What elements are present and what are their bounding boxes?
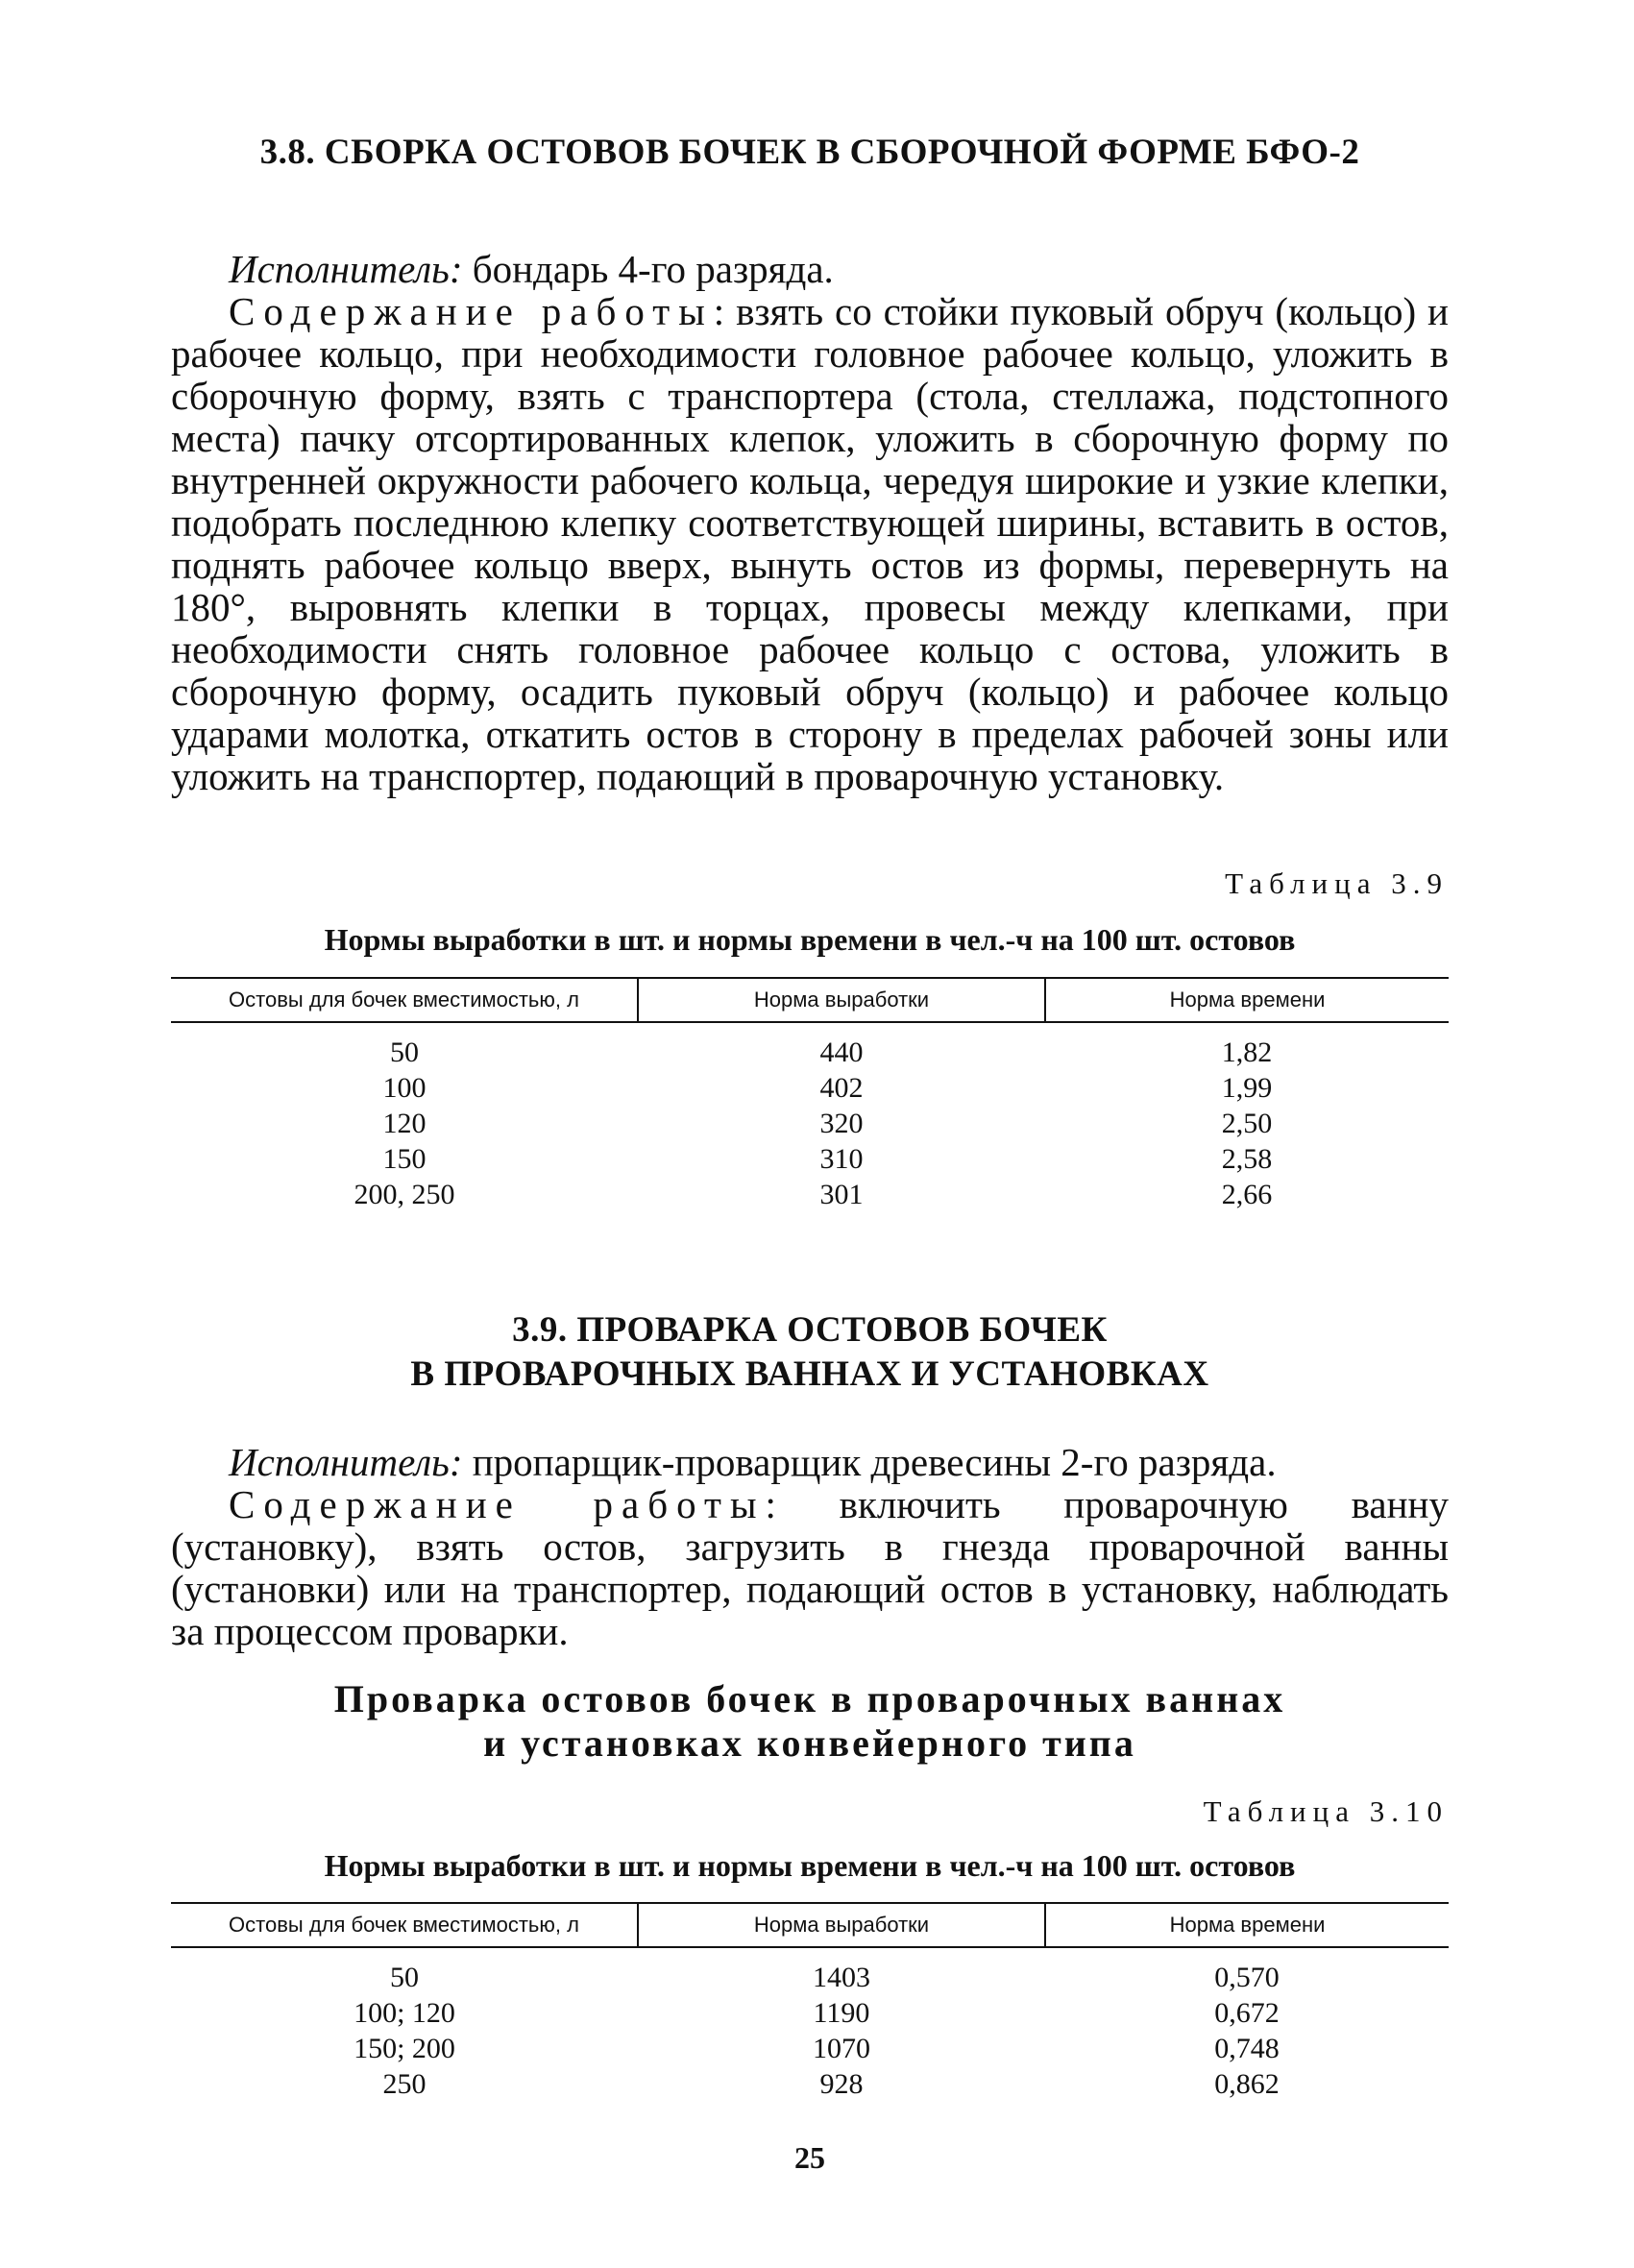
cell-capacity: 100; 120 [354,1996,455,2029]
header-output-norm: Норма выработки [638,978,1045,1022]
cell-output: 320 [819,1107,864,1139]
section-3-9-subtitle-line2: и установках конвейерного типа [483,1721,1136,1765]
table-3-10-caption: Нормы выработки в шт. и нормы времени в чел.-ч на 100 шт. остовов [324,1848,1296,1883]
cell-output: 1070 [813,2032,870,2064]
table-row [171,1141,1449,1177]
cell-capacity: 150; 200 [354,2032,455,2064]
table-row [171,2066,1449,2102]
document-page [171,0,1449,2268]
table-3-10-label: Таблица 3.10 [1203,1794,1449,1828]
cell-output: 440 [819,1036,864,1068]
cell-capacity: 150 [382,1142,427,1175]
table-3-10 [171,1902,1449,2102]
section-3-9-executor [171,1441,1449,1483]
section-3-9-body [171,1441,1449,1652]
header-output-norm: Норма выработки [638,1903,1045,1947]
executor-text: бондарь 4-го разряда. [472,247,834,291]
table-header-row [171,1903,1449,1947]
header-capacity: Остовы для бочек вместимостью, л [171,1903,638,1947]
table-row [171,1106,1449,1141]
section-3-8-executor [171,248,1449,290]
table-row [171,1070,1449,1106]
section-3-9-title-line2: В ПРОВАРОЧНЫХ ВАННАХ И УСТАНОВКАХ [410,1354,1209,1394]
cell-capacity: 50 [390,1036,419,1068]
cell-capacity: 250 [382,2067,427,2100]
cell-time: 0,862 [1214,2067,1280,2100]
cell-capacity: 100 [382,1071,427,1104]
cell-time: 2,50 [1221,1107,1273,1139]
cell-time: 0,570 [1214,1961,1280,1993]
table-row [171,1022,1449,1070]
table-row [171,2031,1449,2066]
table-3-9 [171,977,1449,1212]
executor-label: Исполнитель: [229,247,463,291]
cell-time: 2,66 [1221,1178,1273,1210]
content-label: Содержание работы [229,1482,766,1526]
content-text: : взять со стойки пуковый обруч (кольцо) и рабочее кольцо, при необходимости головное рабочее кольцо, уложить в сборочную форму, взять с транспортера (стола, стеллажа, подстопного места) пачку отсортированных клепок, уложить в сборочную форму по внутренней окружности рабочего кольца, чередуя широкие и узкие клепки, подобрать последнюю клепку соответствующей ширины, вставить в остов, поднять рабочее кольцо вверх, вынуть остов из формы, перевернуть на 180°, выровнять клепки в торцах, провесы между клепками, при необходимости снять головное рабочее кольцо с остова, уложить в сборочную форму, осадить пуковый обруч (кольцо) и рабочее кольцо ударами молотка, откатить остов в сторону в пределах рабочей зоны или уложить на транспортер, подающий в проварочную установку. [171,289,1449,798]
cell-time: 1,99 [1221,1071,1273,1104]
page-number: 25 [794,2140,825,2175]
section-3-8-body [171,248,1449,797]
cell-output: 1190 [813,1996,870,2029]
executor-text: пропарщик-проварщик древесины 2-го разряда. [472,1440,1277,1484]
cell-output: 1403 [813,1961,870,1993]
table-header-row [171,978,1449,1022]
section-3-9-title-line1: 3.9. ПРОВАРКА ОСТОВОВ БОЧЕК [512,1310,1108,1350]
cell-time: 0,672 [1214,1996,1280,2029]
cell-output: 928 [819,2067,864,2100]
section-3-8-content [171,290,1449,797]
header-time-norm: Норма времени [1045,1903,1449,1947]
cell-capacity: 50 [390,1961,419,1993]
table-row [171,1947,1449,1995]
header-capacity: Остовы для бочек вместимостью, л [171,978,638,1022]
table-row [171,1177,1449,1212]
table-3-9-label: Таблица 3.9 [1225,866,1449,900]
section-3-9-content [171,1483,1449,1652]
cell-output: 402 [819,1071,864,1104]
cell-time: 1,82 [1221,1036,1273,1068]
cell-capacity: 200, 250 [354,1178,455,1210]
cell-capacity: 120 [382,1107,427,1139]
cell-time: 2,58 [1221,1142,1273,1175]
section-3-8-title: 3.8. СБОРКА ОСТОВОВ БОЧЕК В СБОРОЧНОЙ ФОРМЕ БФО-2 [259,133,1360,172]
section-3-9-subtitle-line1: Проварка остовов бочек в проварочных ваннах [333,1677,1286,1720]
executor-label: Исполнитель: [229,1440,463,1484]
table-row [171,1995,1449,2031]
table-3-9-caption: Нормы выработки в шт. и нормы времени в чел.-ч на 100 шт. остовов [324,922,1296,957]
content-text: : включить проварочную ванну (установку), взять остов, загрузить в гнезда проварочной ванны (установки) или на транспортер, подающий остов в установку, наблюдать за процессом проварки. [171,1482,1449,1653]
header-time-norm: Норма времени [1045,978,1449,1022]
cell-time: 0,748 [1214,2032,1280,2064]
cell-output: 310 [819,1142,864,1175]
cell-output: 301 [819,1178,864,1210]
content-label: Содержание работы [229,289,714,333]
